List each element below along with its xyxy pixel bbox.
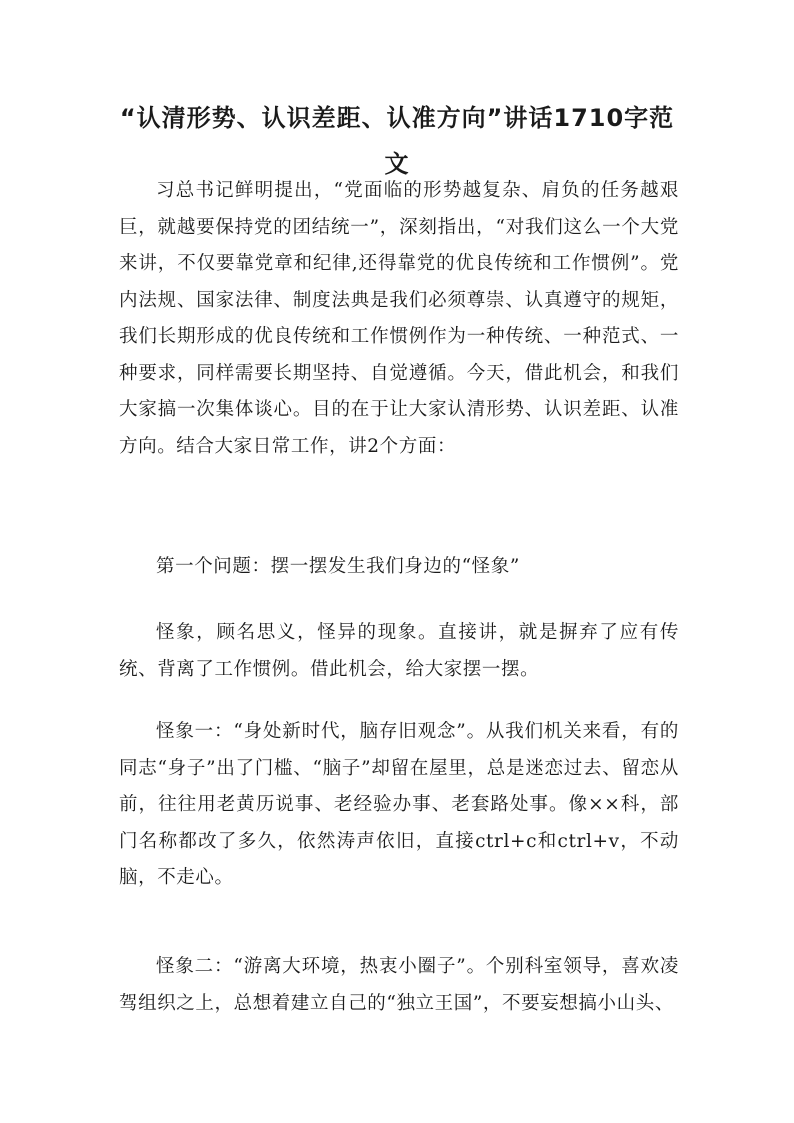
document-title: “认清形势、认识差距、认准方向”讲话1710字范文 bbox=[119, 104, 675, 178]
paragraph-section-heading: 第一个问题：摆一摆发生我们身边的“怪象” bbox=[156, 556, 520, 577]
paragraph-intro: 习总书记鲜明提出，“党面临的形势越复杂、肩负的任务越艰巨，就越要保持党的团结统一”，深刻指出，“对我们这么一个大党来讲，不仅要靠党章和纪律,还得靠党的优良传统和工作惯例”。党内法规、国家法律、制度法典是我们必须尊崇、认真遵守的规矩，我们长期形成的优良传统和工作惯例作为一种传统、一种范式、一种要求，同样需要长期坚持、自觉遵循。今天，借此机会，和我们大家搞一次集体谈心。目的在于让大家认清形势、认识差距、认准方向。结合大家日常工作，讲2个方面： bbox=[119, 180, 679, 457]
paragraph-phenomenon-two: 怪象二：“游离大环境，热衷小圈子”。个别科室领导，喜欢凌驾组织之上，总想着建立自己的“独立王国”，不要妄想搞小山头、 bbox=[119, 956, 679, 1014]
paragraph-weird-phenomena-intro: 怪象，顾名思义，怪异的现象。直接讲，就是摒弃了应有传统、背离了工作惯例。借此机会，给大家摆一摆。 bbox=[119, 622, 679, 680]
paragraph-phenomenon-one: 怪象一：“身处新时代，脑存旧观念”。从我们机关来看，有的同志“身子”出了门槛、“脑子”却留在屋里，总是迷恋过去、留恋从前，往往用老黄历说事、老经验办事、老套路处事。像××科，部门名称都改了多久，依然涛声依旧，直接ctrl+c和ctrl+v，不动脑，不走心。 bbox=[119, 721, 679, 888]
